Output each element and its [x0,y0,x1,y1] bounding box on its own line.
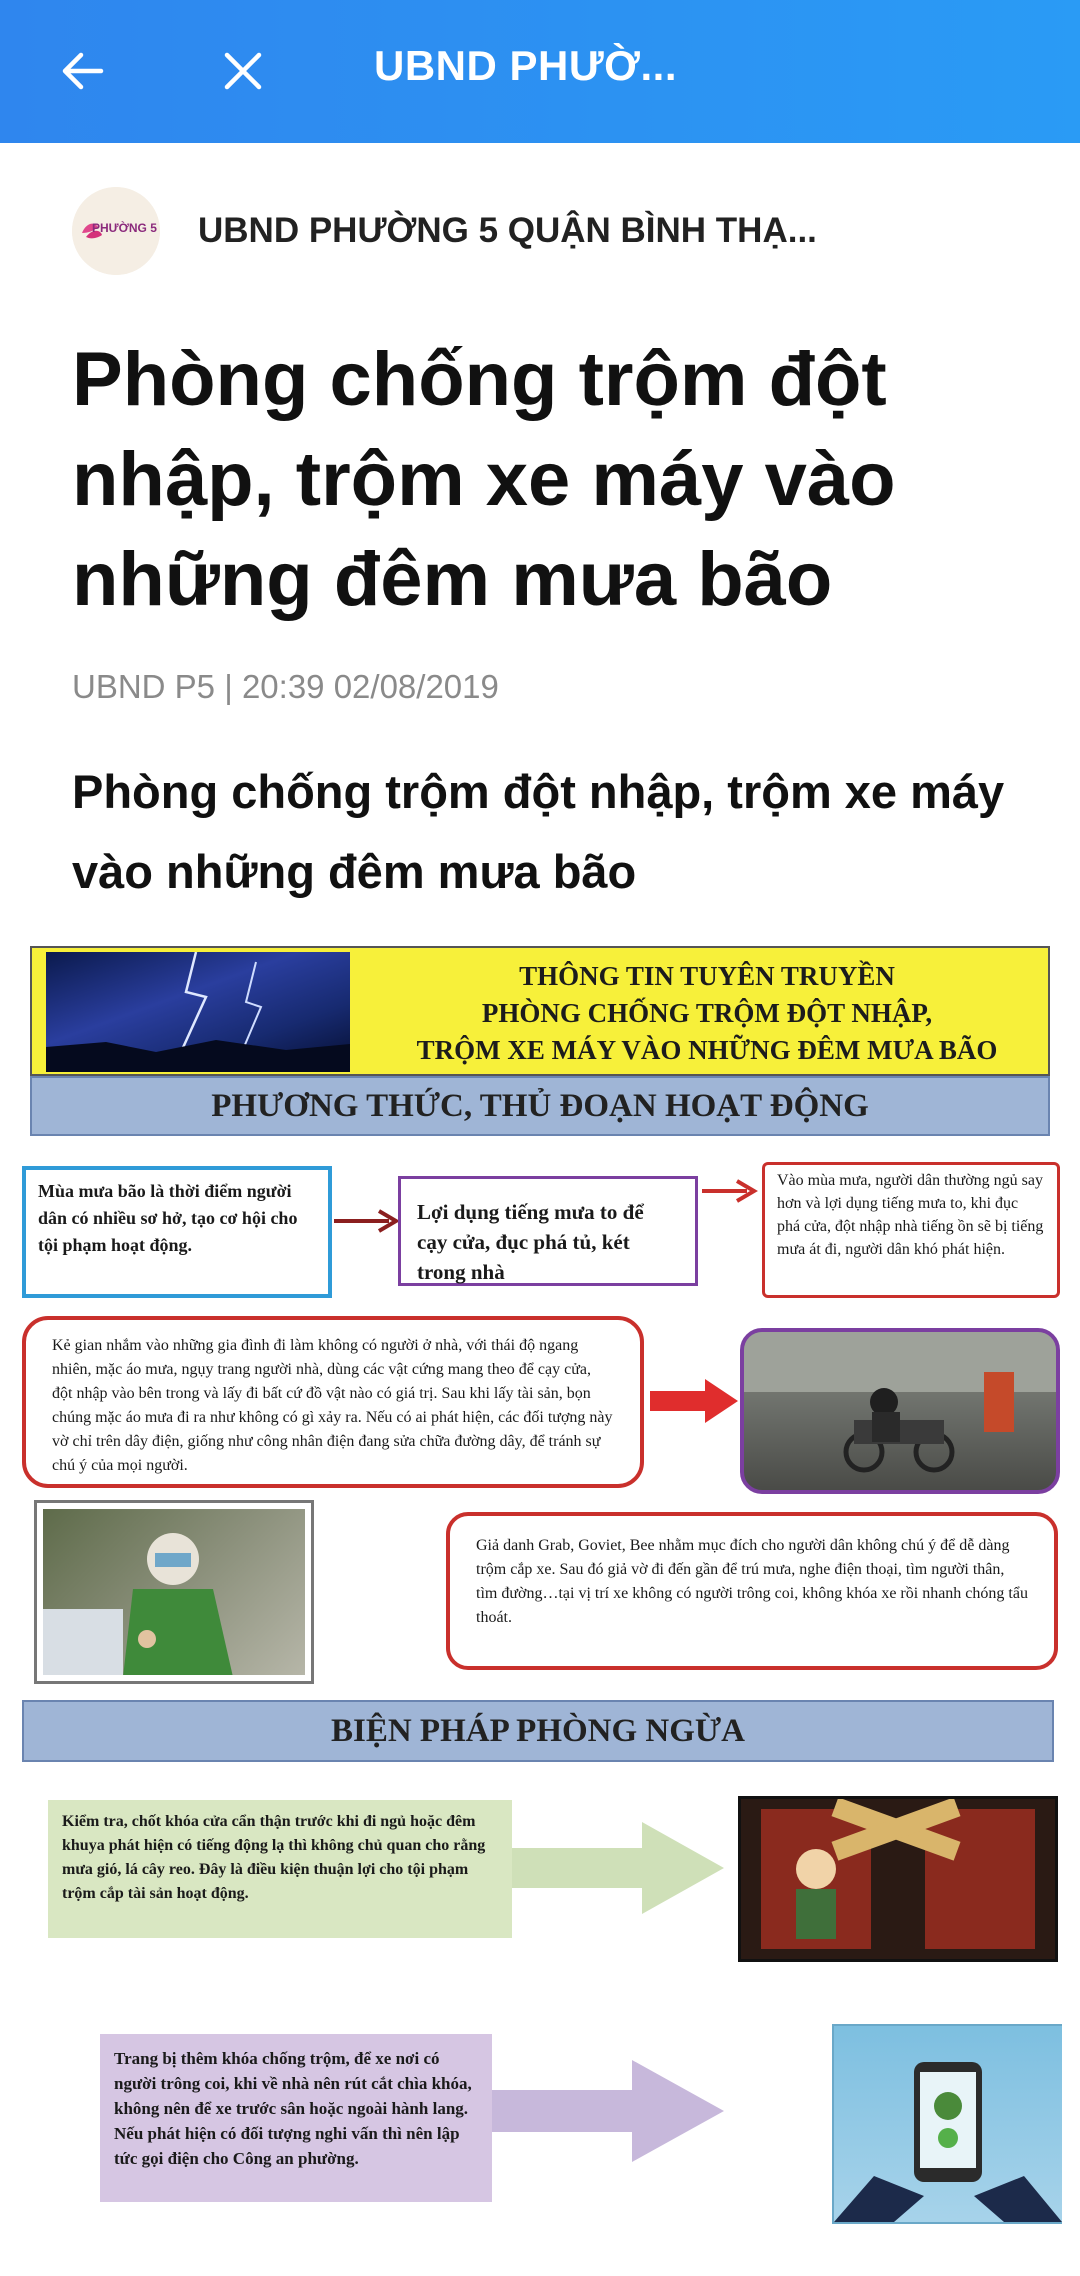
section-prevention-band: BIỆN PHÁP PHÒNG NGỪA [22,1700,1054,1762]
poster-header-line: TRỘM XE MÁY VÀO NHỮNG ĐÊM MƯA BÃO [416,1035,998,1065]
info-box-rain-noise: Lợi dụng tiếng mưa to để cạy cửa, đục phá tủ, két trong nhà [398,1176,698,1286]
arrow-right-icon [334,1206,404,1236]
info-box-anti-theft-lock: Trang bị thêm khóa chống trộm, để xe nơi có người trông coi, khi về nhà nên rút cắt chìa khóa, không nên để xe trước sân hoặc ngoài hành lang. Nếu phát hiện có đối tượng nghi vấn thì nên lập tức gọi điện cho Công an phường. [100,2034,492,2202]
logo-text: PHƯỜNG 5 [92,221,157,235]
infographic-image [22,940,1062,2276]
theft-photo [740,1328,1060,1494]
source-row[interactable] [72,186,817,276]
back-button[interactable] [38,36,128,106]
info-box-deep-sleep: Vào mùa mưa, người dân thường ngủ say hơn và lợi dụng tiếng mưa to, khi đục phá cửa, đột nhập nhà tiếng ồn sẽ bị tiếng mưa át đi, người dân khó phát hiện. [762,1162,1060,1298]
source-name: UBND PHƯỜNG 5 QUẬN BÌNH THẠ... [198,211,817,250]
topbar-title: UBND PHƯỜ... [374,42,678,89]
arrow-right-icon [512,1818,732,1918]
info-box-fake-driver: Giả danh Grab, Goviet, Bee nhằm mục đích cho người dân không chú ý để dễ dàng trộm cắp xe. Sau đó giả vờ đi đến gần để trú mưa, nghe điện thoại, tìm người thân, tìm đường…tại vị trí xe không có người trông coi, không khóa xe rồi nhanh chóng tẩu thoát. [446,1512,1058,1670]
article-subtitle: Phòng chống trộm đột nhập, trộm xe máy vào những đêm mưa bão [72,765,1005,898]
info-box-lock-doors: Kiểm tra, chốt khóa cửa cẩn thận trước khi đi ngủ hoặc đêm khuya phát hiện có tiếng động lạ thì không chủ quan cho rằng mưa gió, lá cây reo. Đây là điều kiện thuận lợi cho tội phạm trộm cắp tài sản hoạt động. [48,1800,512,1938]
info-box-storm-season: Mùa mưa bão là thời điểm người dân có nhiều sơ hở, tạo cơ hội cho tội phạm hoạt động. [22,1166,332,1298]
poster-header-line: THÔNG TIN TUYÊN TRUYỀN [519,961,895,991]
arrow-right-icon [702,1176,762,1206]
poster-header-line: PHÒNG CHỐNG TRỘM ĐỘT NHẬP, [481,998,933,1028]
arrow-left-icon [57,45,109,97]
arrow-right-icon [650,1376,740,1426]
source-logo [72,187,160,275]
arrow-right-icon [492,2056,732,2166]
article-meta: UBND P5 | 20:39 02/08/2019 [72,668,499,705]
article-title: Phòng chống trộm đột nhập, trộm xe máy vào những đêm mưa bão [72,337,896,622]
section-methods-band: PHƯƠNG THỨC, THỦ ĐOẠN HOẠT ĐỘNG [30,1076,1050,1136]
poster-header [30,946,1050,1076]
close-button[interactable] [198,36,288,106]
info-box-burglars: Kẻ gian nhắm vào những gia đình đi làm không có người ở nhà, với thái độ ngang nhiên, mặc áo mưa, ngụy trang người nhà, dùng các vật cứng mang theo để cạy cửa, đột nhập vào bên trong và lấy đi bất cứ đồ vật nào có giá trị. Sau khi lấy tài sản, bọn chúng mặc áo mưa đi ra như không có gì xảy ra. Nếu có ai phát hiện, các đối tượng này vờ chỉ trên dây điện, giống như công nhân điện đang sửa chữa đường dây, để tránh sự chú ý của mọi người. [22,1316,644,1488]
top-app-bar [0,0,1080,143]
close-icon [219,47,267,95]
thief-photo [34,1500,314,1684]
lightning-icon [46,952,350,1072]
phone-icon [834,2026,1062,2222]
storm-photo [46,952,350,1072]
phone-call-illustration [832,2024,1062,2224]
locked-door-illustration [738,1796,1058,1962]
